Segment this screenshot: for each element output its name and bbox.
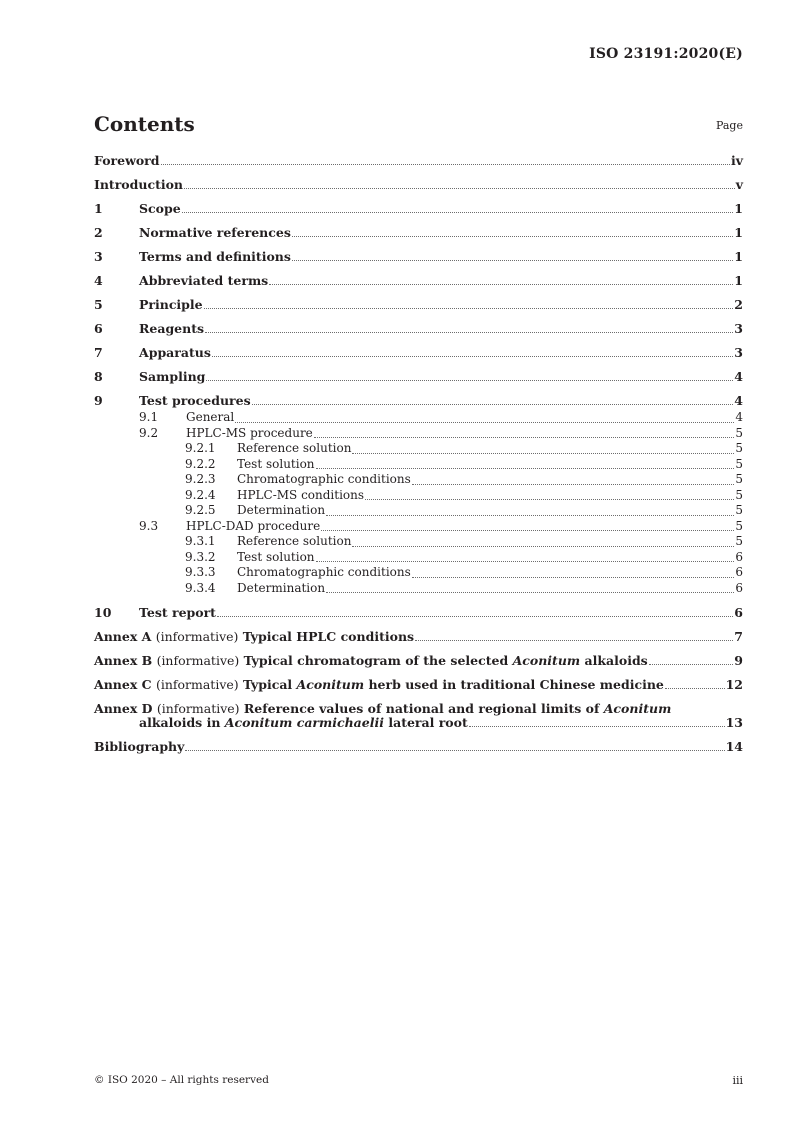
toc-entry-page: 1 bbox=[734, 249, 743, 264]
toc-entry-number: 9.3.2 bbox=[185, 549, 216, 564]
toc-subentry-general[interactable] bbox=[94, 410, 743, 426]
toc-entry-title: Determination bbox=[237, 503, 326, 517]
toc-entry-number: 6 bbox=[94, 321, 103, 336]
dot-leader bbox=[252, 404, 734, 405]
toc-subentry-determination[interactable] bbox=[94, 503, 743, 519]
toc-subentry-reference-solution[interactable] bbox=[94, 534, 743, 550]
annex-type: (informative) bbox=[155, 677, 239, 692]
toc-entry-title: HPLC-DAD procedure bbox=[186, 518, 321, 533]
toc-entry-number: 9.3 bbox=[139, 518, 159, 533]
dot-leader bbox=[321, 530, 734, 531]
annex-type: (informative) bbox=[155, 629, 239, 644]
toc-subentry-chromatographic-conditions[interactable] bbox=[94, 565, 743, 581]
dot-leader bbox=[469, 726, 725, 727]
toc-entry-title: Foreword bbox=[94, 153, 160, 168]
dot-leader bbox=[316, 468, 735, 469]
toc-entry-title: Sampling bbox=[139, 369, 206, 384]
toc-entry-title: Test report bbox=[139, 605, 216, 620]
toc-entry-abbreviated-terms[interactable] bbox=[94, 274, 743, 288]
toc-entry-page: 3 bbox=[734, 321, 743, 336]
toc-annex-a[interactable] bbox=[94, 630, 743, 644]
toc-entry-page: 6 bbox=[735, 549, 743, 564]
toc-entry-page: 5 bbox=[735, 441, 743, 455]
dot-leader bbox=[649, 664, 734, 665]
toc-entry-title: Test solution bbox=[237, 456, 315, 471]
toc-entry-bibliography[interactable] bbox=[94, 740, 743, 754]
toc-entry-page: 5 bbox=[735, 503, 743, 517]
dot-leader bbox=[161, 164, 730, 165]
toc-entry-number: 9 bbox=[94, 393, 103, 408]
toc-entry-title: Reference solution bbox=[237, 534, 352, 548]
toc-entry-foreword[interactable] bbox=[94, 154, 743, 168]
annex-title-italic: Aconitum bbox=[296, 677, 365, 692]
footer-page-number: iii bbox=[732, 1074, 743, 1087]
toc-entry-title: Terms and definitions bbox=[139, 249, 291, 264]
toc-entry-page: 5 bbox=[735, 518, 743, 533]
dot-leader bbox=[184, 188, 735, 189]
toc-entry-number: 9.2.5 bbox=[185, 503, 216, 517]
toc-entry-page: 5 bbox=[735, 425, 743, 440]
toc-subentry-chromatographic-conditions[interactable] bbox=[94, 472, 743, 488]
toc-entry-page: 6 bbox=[735, 580, 743, 595]
toc-entry-page: 6 bbox=[734, 605, 743, 620]
toc-entry-title: Chromatographic conditions bbox=[237, 565, 411, 579]
toc-entry-title: Apparatus bbox=[139, 345, 211, 360]
dot-leader bbox=[182, 212, 734, 213]
annex-title: Typical bbox=[243, 677, 293, 692]
dot-leader bbox=[217, 616, 733, 617]
toc-subentry-test-solution[interactable] bbox=[94, 550, 743, 566]
dot-leader bbox=[326, 592, 734, 593]
dot-leader bbox=[185, 750, 724, 751]
annex-page: 7 bbox=[734, 629, 743, 644]
toc-subentry-test-solution[interactable] bbox=[94, 457, 743, 473]
dot-leader bbox=[269, 284, 733, 285]
toc-entry-title: Introduction bbox=[94, 177, 184, 192]
toc-entry-title: Normative references bbox=[139, 225, 291, 240]
toc-entry-number: 9.2.4 bbox=[185, 487, 216, 502]
toc-entry-number: 9.3.3 bbox=[185, 565, 216, 579]
toc-entry-reagents[interactable] bbox=[94, 322, 743, 336]
toc-subentry-hplc-ms-procedure[interactable] bbox=[94, 426, 743, 442]
toc-entry-introduction[interactable] bbox=[94, 178, 743, 192]
toc-entry-title: HPLC-MS conditions bbox=[237, 487, 365, 502]
toc-entry-title: Principle bbox=[139, 297, 203, 312]
annex-label: Annex A bbox=[94, 629, 152, 644]
table-of-contents bbox=[94, 154, 743, 764]
dot-leader bbox=[412, 577, 735, 578]
toc-entry-page: 4 bbox=[734, 369, 743, 384]
toc-entry-scope[interactable] bbox=[94, 202, 743, 216]
toc-entry-terms-and-definitions[interactable] bbox=[94, 250, 743, 264]
toc-entry-test-report[interactable] bbox=[94, 606, 743, 620]
annex-type: (informative) bbox=[156, 701, 240, 716]
annex-title: Reference values of national and regional limits of bbox=[243, 701, 600, 716]
toc-entry-test-procedures[interactable] bbox=[94, 394, 743, 408]
dot-leader bbox=[212, 356, 733, 357]
toc-entry-principle[interactable] bbox=[94, 298, 743, 312]
toc-annex-d[interactable] bbox=[94, 702, 743, 730]
annex-title: alkaloids in bbox=[139, 715, 221, 730]
toc-entry-normative-references[interactable] bbox=[94, 226, 743, 240]
dot-leader bbox=[314, 437, 735, 438]
toc-annex-c[interactable] bbox=[94, 678, 743, 692]
annex-title: Typical HPLC conditions bbox=[242, 629, 415, 644]
toc-entry-title: Determination bbox=[237, 580, 326, 595]
toc-entry-number: 4 bbox=[94, 273, 103, 288]
page-column-label: Page bbox=[715, 119, 743, 132]
toc-entry-title: Test procedures bbox=[139, 393, 251, 408]
toc-entry-page: iv bbox=[730, 153, 743, 168]
annex-page: 9 bbox=[734, 653, 743, 668]
toc-entry-title: Abbreviated terms bbox=[139, 273, 269, 288]
annex-title-italic: Aconitum bbox=[603, 701, 672, 716]
dot-leader bbox=[205, 332, 733, 333]
toc-entry-page: 14 bbox=[725, 739, 743, 754]
annex-title-italic: Aconitum bbox=[512, 653, 581, 668]
toc-entry-number: 1 bbox=[94, 201, 103, 216]
dot-leader bbox=[412, 484, 735, 485]
annex-title: herb used in traditional Chinese medicine bbox=[368, 677, 664, 692]
toc-entry-apparatus[interactable] bbox=[94, 346, 743, 360]
toc-subentry-hplc-dad-procedure[interactable] bbox=[94, 519, 743, 535]
dot-leader bbox=[292, 260, 733, 261]
annex-title: Typical chromatogram of the selected bbox=[243, 653, 509, 668]
toc-entry-page: 6 bbox=[735, 565, 743, 579]
toc-entry-number: 9.3.1 bbox=[185, 534, 216, 548]
toc-entry-page: 5 bbox=[735, 487, 743, 502]
toc-entry-number: 9.1 bbox=[139, 410, 159, 424]
toc-subentry-reference-solution[interactable] bbox=[94, 441, 743, 457]
contents-title: Contents bbox=[94, 112, 195, 136]
toc-entry-number: 3 bbox=[94, 249, 103, 264]
toc-entry-title: Chromatographic conditions bbox=[237, 472, 411, 486]
toc-entry-page: 1 bbox=[734, 273, 743, 288]
dot-leader bbox=[292, 236, 733, 237]
dot-leader bbox=[352, 546, 734, 547]
toc-entry-page: 5 bbox=[735, 534, 743, 548]
toc-entry-number: 10 bbox=[94, 605, 112, 620]
toc-entry-sampling[interactable] bbox=[94, 370, 743, 384]
dot-leader bbox=[235, 422, 734, 423]
annex-page: 12 bbox=[725, 677, 743, 692]
toc-entry-number: 9.2.2 bbox=[185, 456, 216, 471]
dot-leader bbox=[665, 688, 725, 689]
annex-title-italic: Aconitum carmichaelii bbox=[224, 715, 384, 730]
toc-entry-number: 5 bbox=[94, 297, 103, 312]
annex-label: Annex C bbox=[94, 677, 152, 692]
toc-annex-b[interactable] bbox=[94, 654, 743, 668]
annex-title: alkaloids bbox=[584, 653, 648, 668]
toc-entry-page: 5 bbox=[735, 472, 743, 486]
toc-entry-number: 8 bbox=[94, 369, 103, 384]
toc-entry-title: HPLC-MS procedure bbox=[186, 425, 313, 440]
toc-entry-number: 7 bbox=[94, 345, 103, 360]
toc-entry-title: Reference solution bbox=[237, 441, 352, 455]
toc-entry-title: Reagents bbox=[139, 321, 205, 336]
toc-entry-title: General bbox=[186, 410, 235, 424]
toc-entry-number: 9.2.1 bbox=[185, 441, 216, 455]
dot-leader bbox=[326, 515, 734, 516]
annex-page: 13 bbox=[725, 715, 743, 730]
annex-type: (informative) bbox=[156, 653, 240, 668]
document-id: ISO 23191:2020(E) bbox=[589, 46, 743, 62]
toc-entry-page: 4 bbox=[734, 393, 743, 408]
footer-copyright: © ISO 2020 – All rights reserved bbox=[94, 1074, 269, 1086]
toc-entry-page: 3 bbox=[734, 345, 743, 360]
toc-entry-page: 1 bbox=[734, 225, 743, 240]
dot-leader bbox=[204, 308, 734, 309]
toc-entry-page: 1 bbox=[734, 201, 743, 216]
toc-entry-number: 9.2.3 bbox=[185, 472, 216, 486]
toc-subentry-hplc-ms-conditions[interactable] bbox=[94, 488, 743, 504]
annex-title: lateral root bbox=[388, 715, 468, 730]
toc-entry-number: 9.3.4 bbox=[185, 580, 216, 595]
annex-label: Annex B bbox=[94, 653, 153, 668]
toc-entry-title: Test solution bbox=[237, 549, 315, 564]
toc-entry-page: v bbox=[735, 177, 743, 192]
dot-leader bbox=[365, 499, 734, 500]
annex-label: Annex D bbox=[94, 701, 153, 716]
toc-entry-page: 5 bbox=[735, 456, 743, 471]
toc-entry-page: 2 bbox=[734, 297, 743, 312]
dot-leader bbox=[415, 640, 733, 641]
toc-entry-number: 9.2 bbox=[139, 425, 159, 440]
toc-entry-title: Bibliography bbox=[94, 739, 185, 754]
toc-entry-number: 2 bbox=[94, 225, 103, 240]
dot-leader bbox=[316, 561, 735, 562]
dot-leader bbox=[352, 453, 734, 454]
dot-leader bbox=[206, 380, 733, 381]
toc-entry-page: 4 bbox=[735, 410, 743, 424]
toc-subentry-determination[interactable] bbox=[94, 581, 743, 597]
toc-entry-title: Scope bbox=[139, 201, 181, 216]
